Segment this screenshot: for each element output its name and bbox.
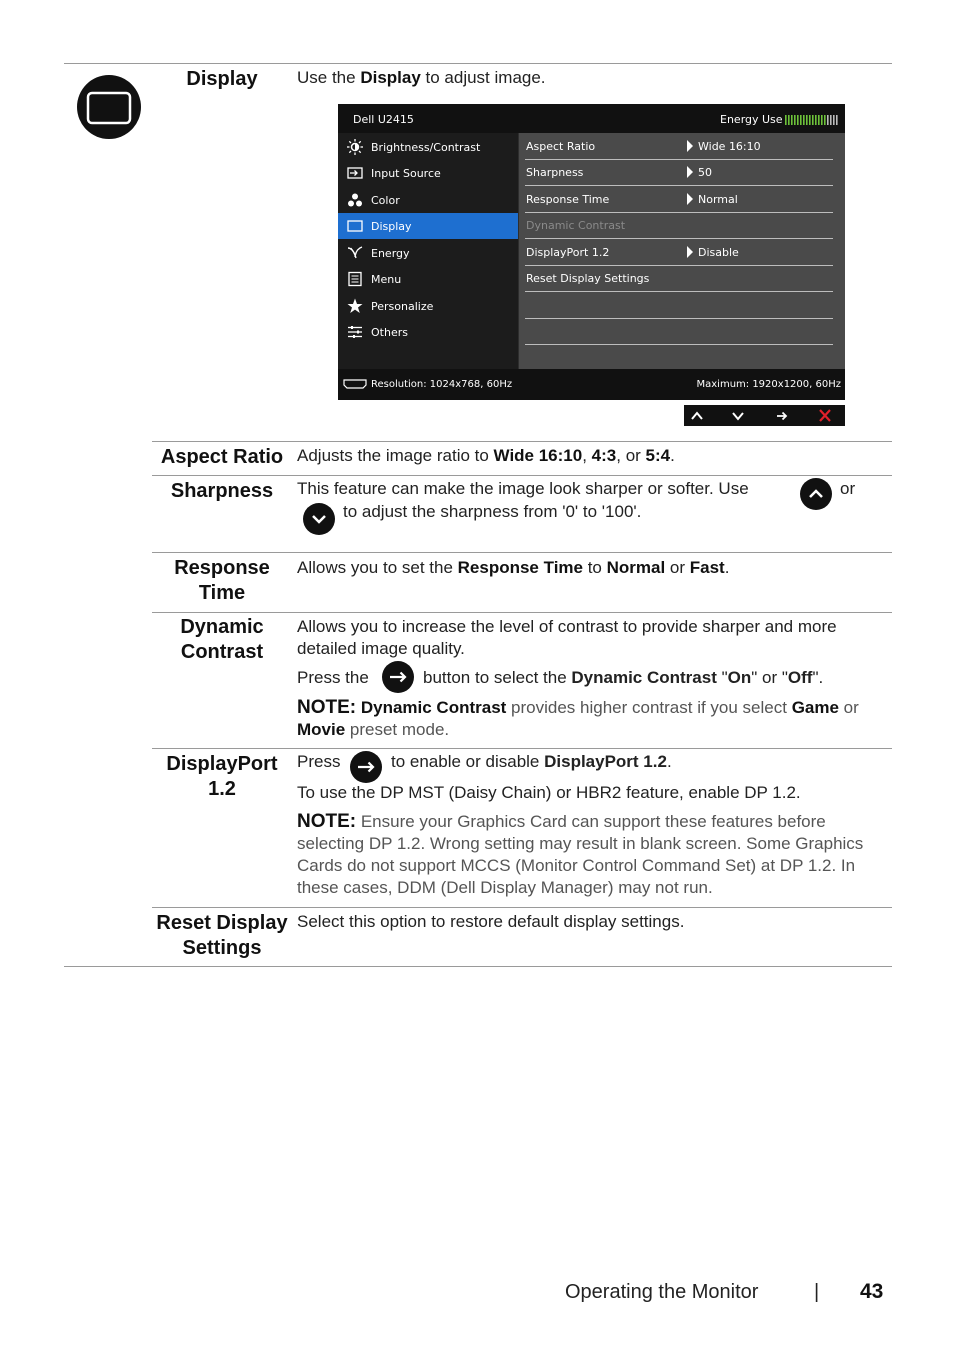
row-rule-sharpness bbox=[152, 475, 892, 476]
footer-title: Operating the Monitor bbox=[565, 1281, 759, 1303]
displayport-p2: To use the DP MST (Daisy Chain) or HBR2 feature, enable DP 1.2. bbox=[297, 783, 801, 802]
displayport-press-rest: to enable or disable DisplayPort 1.2. bbox=[391, 752, 672, 771]
top-rule bbox=[64, 63, 892, 64]
osd-menu-item-energy[interactable]: Energy bbox=[338, 240, 518, 266]
star-icon bbox=[347, 298, 363, 314]
osd-setting-dynamic-contrast: Dynamic Contrast bbox=[525, 212, 833, 239]
osd-status-bar bbox=[338, 369, 845, 400]
input-source-icon bbox=[347, 165, 363, 181]
osd-menu-screenshot bbox=[338, 104, 845, 400]
osd-button-bar bbox=[684, 405, 845, 426]
select-button-icon-dynamic bbox=[382, 661, 414, 693]
sharpness-text-2: to adjust the sharpness from '0' to '100'. bbox=[343, 502, 642, 521]
row-rule-dynamic bbox=[152, 612, 892, 613]
chevron-down-icon bbox=[303, 503, 335, 535]
up-button-icon-sharpness bbox=[800, 478, 832, 510]
section-intro: Use the Display to adjust image. bbox=[297, 68, 546, 87]
brightness-icon bbox=[347, 139, 363, 155]
select-button-icon-displayport bbox=[350, 751, 382, 783]
osd-menu-item-color[interactable]: Color bbox=[338, 187, 518, 213]
display-icon bbox=[347, 218, 363, 234]
energy-icon bbox=[347, 245, 363, 261]
row-rule-reset bbox=[152, 907, 892, 908]
osd-menu-item-personalize[interactable]: Personalize bbox=[338, 293, 518, 319]
section-title: Display bbox=[186, 68, 258, 90]
osd-model-name: Dell U2415 bbox=[353, 113, 414, 126]
page-number: 43 bbox=[860, 1280, 884, 1303]
up-button[interactable] bbox=[684, 405, 724, 426]
desc-dynamic-contrast-p1: Allows you to increase the level of contrast to provide sharper and more detailed image quality. bbox=[297, 617, 837, 658]
osd-setting-reset-display[interactable]: Reset Display Settings bbox=[525, 265, 833, 292]
osd-setting-displayport[interactable]: DisplayPort 1.2 Disable bbox=[525, 239, 833, 266]
row-rule-aspect bbox=[152, 441, 892, 442]
others-icon bbox=[347, 324, 363, 340]
osd-menu-item-brightness-contrast[interactable]: Brightness/Contrast bbox=[338, 134, 518, 160]
triangle-right-icon bbox=[687, 246, 693, 258]
color-icon bbox=[347, 192, 363, 208]
arrow-right-icon bbox=[382, 661, 414, 693]
footer-separator: | bbox=[814, 1281, 820, 1303]
osd-menu-item-others[interactable]: Others bbox=[338, 319, 518, 345]
term-response-time: Response Time bbox=[174, 557, 270, 604]
menu-icon bbox=[347, 271, 363, 287]
desc-reset-display: Select this option to restore default display settings. bbox=[297, 912, 685, 931]
sharpness-text-or: or bbox=[840, 479, 856, 498]
osd-menu-item-input-source[interactable]: Input Source bbox=[338, 160, 518, 186]
arrow-right-icon bbox=[764, 405, 804, 426]
osd-setting-empty-1 bbox=[525, 292, 833, 319]
sharpness-text-1: This feature can make the image look sharper or softer. Use bbox=[297, 479, 749, 498]
arrow-right-icon bbox=[350, 751, 382, 783]
osd-menu-item-menu[interactable]: Menu bbox=[338, 266, 518, 292]
desc-response-time: Allows you to set the Response Time to Normal or Fast. bbox=[297, 558, 730, 577]
osd-setting-response-time[interactable]: Response Time Normal bbox=[525, 186, 833, 213]
down-button[interactable] bbox=[724, 405, 764, 426]
down-button-icon-sharpness bbox=[303, 503, 335, 535]
dynamic-press-text: Press the bbox=[297, 668, 369, 687]
osd-title-bar bbox=[338, 104, 845, 133]
row-rule-response bbox=[152, 552, 892, 553]
desc-aspect-ratio: Adjusts the image ratio to Wide 16:10, 4:3, or 5:4. bbox=[297, 446, 675, 465]
osd-main-menu bbox=[338, 133, 518, 369]
chevron-down-icon bbox=[724, 405, 764, 426]
osd-display-submenu bbox=[519, 133, 845, 369]
osd-setting-aspect-ratio[interactable]: Aspect Ratio Wide 16:10 bbox=[525, 133, 833, 160]
exit-button[interactable] bbox=[805, 405, 845, 426]
osd-energy-label: Energy Use bbox=[720, 113, 783, 126]
energy-use-bar-icon bbox=[785, 115, 841, 125]
connector-icon bbox=[343, 379, 367, 389]
osd-setting-empty-2 bbox=[525, 318, 833, 345]
osd-setting-sharpness[interactable]: Sharpness 50 bbox=[525, 159, 833, 186]
term-sharpness: Sharpness bbox=[170, 480, 274, 502]
osd-maximum: Maximum: 1920x1200, 60Hz bbox=[696, 379, 841, 390]
triangle-right-icon bbox=[687, 166, 693, 178]
term-dynamic-contrast: Dynamic Contrast bbox=[180, 616, 264, 663]
select-button[interactable] bbox=[764, 405, 804, 426]
osd-resolution: Resolution: 1024x768, 60Hz bbox=[371, 379, 513, 390]
triangle-right-icon bbox=[687, 140, 693, 152]
dynamic-press-rest: button to select the Dynamic Contrast "On" or "Off". bbox=[423, 668, 824, 687]
triangle-right-icon bbox=[687, 193, 693, 205]
chevron-up-icon bbox=[684, 405, 724, 426]
term-displayport: DisplayPort 1.2 bbox=[166, 753, 278, 800]
displayport-note: NOTE: Ensure your Graphics Card can support these features before selecting DP 1.2. Wrong setting may result in blank screen. Some Graphics Cards do not support MCCS (Monitor Control Command Set) at DP 1.2. In these cases, DDM (Dell Display Manager) may not run. bbox=[297, 811, 864, 897]
dynamic-note: NOTE: Dynamic Contrast provides higher contrast if you select Game or Movie preset mode. bbox=[297, 697, 859, 739]
row-rule-displayport bbox=[152, 748, 892, 749]
display-section-icon bbox=[77, 75, 141, 139]
term-aspect-ratio: Aspect Ratio bbox=[160, 446, 284, 468]
term-reset-display: Reset Display Settings bbox=[156, 912, 288, 959]
close-icon bbox=[805, 405, 845, 426]
chevron-up-icon bbox=[800, 478, 832, 510]
displayport-press-text: Press bbox=[297, 752, 341, 771]
bottom-rule bbox=[64, 966, 892, 967]
osd-menu-item-display[interactable]: Display bbox=[338, 213, 518, 239]
